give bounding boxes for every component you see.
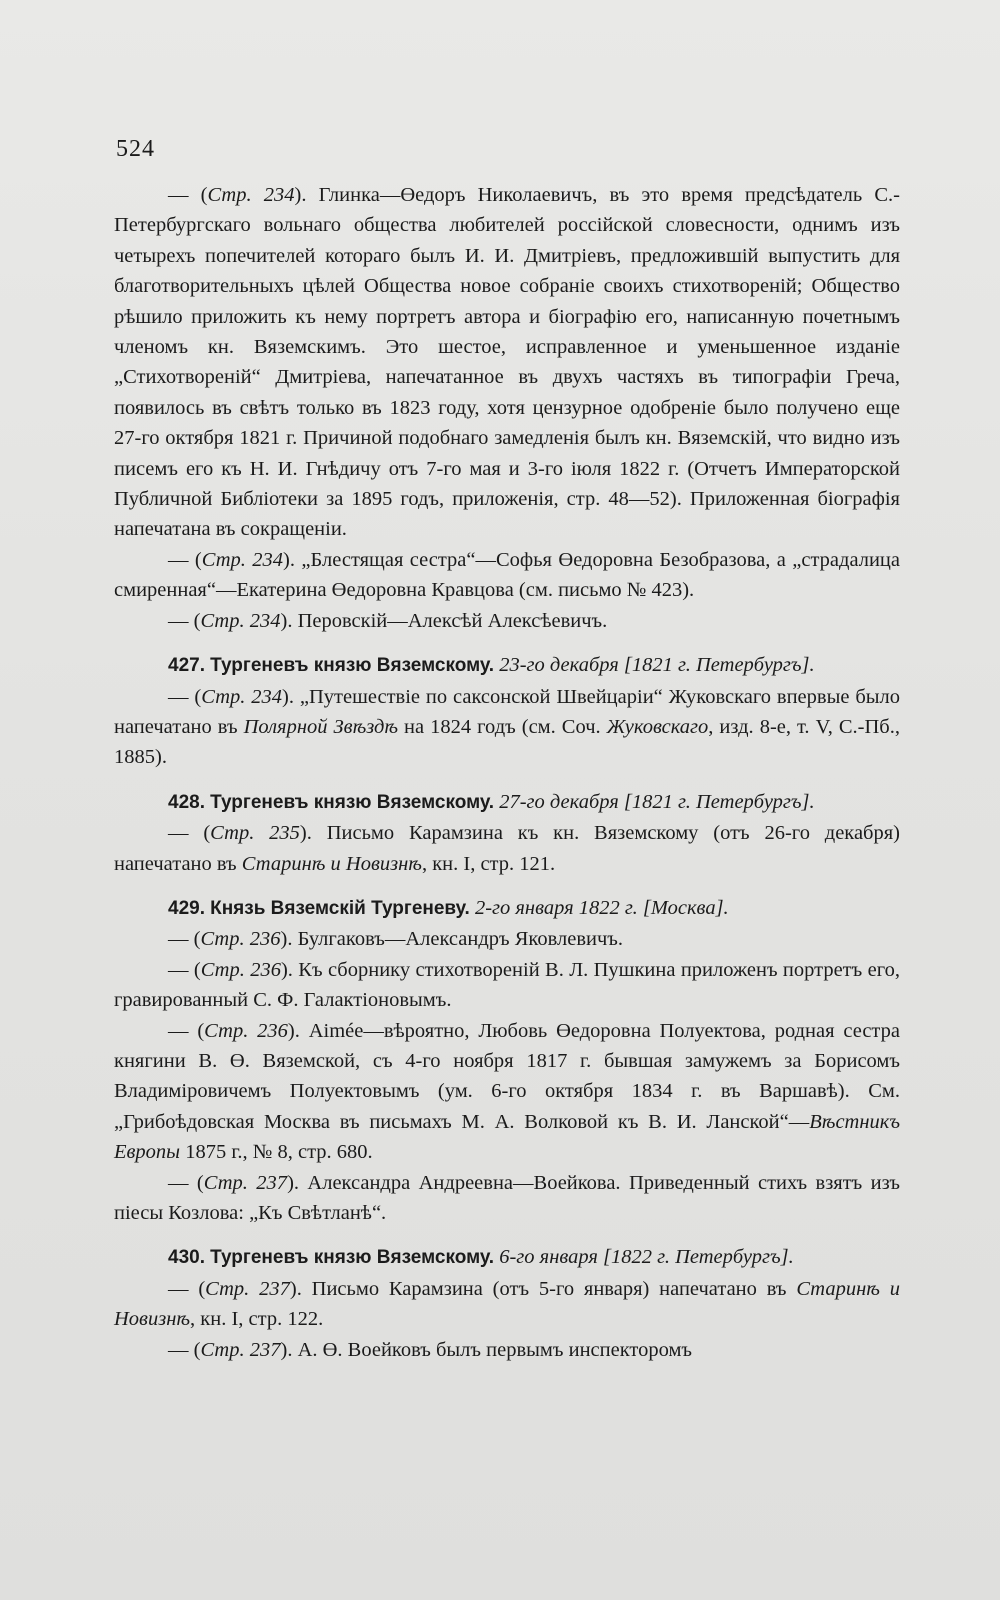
- page-reference: Стр. 236: [200, 928, 281, 951]
- note-title: Старинѣ и Новизнѣ: [114, 1277, 900, 1331]
- letter-correspondents: Князь Вяземскій Тургеневу.: [210, 897, 470, 919]
- letter-place: [1821 г. Петербургъ].: [623, 654, 815, 677]
- letter-correspondents: Тургеневъ князю Вяземскому.: [210, 791, 495, 813]
- letter-heading: [114, 650, 900, 681]
- page-reference: Стр. 237: [205, 1277, 290, 1300]
- letter-number: 427.: [168, 655, 205, 677]
- letter-date: 6-го января: [499, 1246, 598, 1269]
- note-title: Полярной Звѣздѣ: [243, 715, 399, 738]
- note-paragraph: — (Стр. 236). Aimée—вѣроятно, Любовь Өедоровна Полуектова, родная сестра княгини В. Ө. Вяземской, съ 4-го ноября 1817 г. бывшая замужемъ за Борисомъ Владиміровичемъ Полуектовымъ (ум. 6-го октября 1834 г. въ Варшавѣ). См. „Грибоѣдовская Москва въ письмахъ М. А. Волковой къ В. И. Ланской“—Вѣстникъ Европы 1875 г., № 8, стр. 680.: [114, 1019, 900, 1164]
- note-text: . Aimée—вѣроятно, Любовь Өедоровна Полуектова, родная сестра княгини В. Ө. Вяземской, съ 4-го ноября 1817 г. бывшая замужемъ за Борисомъ Владиміровичемъ Полуектовымъ (ум. 6-го октября 1834 г. въ Варшавѣ). См. „Грибоѣдовская Москва въ письмахъ М. А. Волковой къ В. И. Ланской“—: [114, 1019, 900, 1133]
- letter-place: [1822 г. Петербургъ].: [603, 1246, 794, 1269]
- note-paragraph: — (Стр. 236). Булгаковъ—Александръ Яковлевичъ.: [168, 928, 624, 951]
- letter-place: [Москва].: [642, 896, 729, 919]
- letter-place: [1821 г. Петербургъ].: [623, 790, 815, 813]
- letter-heading: [114, 1242, 900, 1273]
- note-text: . Письмо Карамзина къ кн. Вяземскому (отъ 26-го декабря) напечатано въ: [114, 822, 900, 875]
- note-paragraph: — (Стр. 237). А. Ө. Воейковъ былъ первымъ инспекторомъ: [168, 1338, 693, 1361]
- letter-date: 27-го декабря: [499, 790, 619, 813]
- note-title: Вѣстникъ Европы: [114, 1110, 900, 1164]
- page-body: [114, 180, 900, 1365]
- note-text: . „Блестящая сестра“—Софья Өедоровна Безобразова, а „страдалица смиренная“—Екатерина Өедоровна Кравцова (см. письмо № 423).: [114, 548, 900, 602]
- page-reference: Стр. 237: [200, 1338, 281, 1361]
- note-paragraph: — (Стр. 237). Александра Андреевна—Воейкова. Приведенный стихъ взятъ изъ піесы Козлова: „Къ Свѣтланѣ“.: [114, 1171, 901, 1224]
- note-text: , кн. I, стр. 122.: [190, 1308, 324, 1331]
- letter-number: 429.: [168, 897, 205, 919]
- letter-correspondents: Тургеневъ князю Вяземскому.: [210, 1247, 495, 1269]
- letter-heading: [114, 787, 900, 818]
- letter-heading: [114, 893, 900, 924]
- note-paragraph: — (Стр. 234). Глинка—Өедоръ Николаевичъ, въ это время предсѣдатель С.-Петербургскаго вольнаго общества любителей россійской словесности, однимъ изъ четырехъ попечителей котораго былъ И. И. Дмитріевъ, предложившій выпустить для благотворительныхъ цѣлей Общества новое собраніе своихъ стихотвореній; Общество рѣшило приложить къ нему портретъ автора и біографію его, написанную почетнымъ членомъ кн. Вяземскимъ. Это шестое, исправленное и уменьшенное изданіе „Стихотвореній“ Дмитріева, напечатанное въ двухъ частяхъ въ типографіи Греча, появилось въ свѣтъ только въ 1823 году, хотя цензурное одобреніе было получено еще 27-го октября 1821 г. Причиной подобнаго замедленія былъ кн. Вяземскій, что видно изъ писемъ его къ Н. И. Гнѣдичу отъ 7-го мая и 3-го іюля 1822 г. (Отчетъ Императорской Публичной Библіотеки за 1895 годъ, приложенія, стр. 48—52). Приложенная біографія напечатана въ сокращеніи.: [114, 184, 900, 541]
- page-number: 524: [116, 136, 155, 162]
- note-text: . Булгаковъ—Александръ Яковлевичъ.: [287, 928, 624, 951]
- page-reference: Стр. 234: [201, 685, 283, 708]
- note-title: Жуковскаго: [606, 715, 709, 738]
- note-title: Старинѣ и Новизнѣ: [241, 852, 422, 875]
- note-text: . Александра Андреевна—Воейкова. Приведенный стихъ взятъ изъ піесы Козлова: „Къ Свѣтланѣ“.: [114, 1171, 901, 1224]
- note-text: на 1824 годъ (см. Соч.: [398, 715, 607, 738]
- note-paragraph: — (Стр. 234). „Путешествіе по саксонской Швейцаріи“ Жуковскаго впервые было напечатано въ Полярной Звѣздѣ на 1824 годъ (см. Соч. Жуковскаго, изд. 8-е, т. V, С.-Пб., 1885).: [114, 685, 901, 769]
- note-text: . Письмо Карамзина (отъ 5-го января) напечатано въ: [296, 1277, 797, 1300]
- page-reference: Стр. 237: [203, 1171, 288, 1194]
- note-text: . А. Ө. Воейковъ былъ первымъ инспекторомъ: [287, 1338, 693, 1361]
- note-text: . Къ сборнику стихотвореній В. Л. Пушкина приложенъ портретъ его, гравированный С. Ф. Галактіоновымъ.: [114, 958, 900, 1012]
- note-paragraph: — (Стр. 236). Къ сборнику стихотвореній В. Л. Пушкина приложенъ портретъ его, гравированный С. Ф. Галактіоновымъ.: [114, 958, 900, 1012]
- note-paragraph: — (Стр. 234). Перовскій—Алексѣй Алексѣевичъ.: [168, 609, 608, 632]
- page-reference: Стр. 235: [210, 822, 300, 845]
- letter-date: 2-го января 1822 г.: [474, 896, 638, 919]
- page-reference: Стр. 236: [204, 1019, 288, 1042]
- page-reference: Стр. 234: [200, 609, 281, 632]
- note-text: 1875 г., № 8, стр. 680.: [180, 1141, 373, 1164]
- note-text: , кн. I, стр. 121.: [421, 852, 556, 875]
- note-text: . Глинка—Өедоръ Николаевичъ, въ это время предсѣдатель С.-Петербургскаго вольнаго общества любителей россійской словесности, однимъ изъ четырехъ попечителей котораго былъ И. И. Дмитріевъ, предложившій выпустить для благотворительныхъ цѣлей Общества новое собраніе своихъ стихотвореній; Общество рѣшило приложить къ нему портретъ автора и біографію его, написанную почетнымъ членомъ кн. Вяземскимъ. Это шестое, исправленное и уменьшенное изданіе „Стихотвореній“ Дмитріева, напечатанное въ двухъ частяхъ въ типографіи Греча, появилось въ свѣтъ только въ 1823 году, хотя цензурное одобреніе было получено еще 27-го октября 1821 г. Причиной подобнаго замедленія былъ кн. Вяземскій, что видно изъ писемъ его къ Н. И. Гнѣдичу отъ 7-го мая и 3-го іюля 1822 г. (Отчетъ Императорской Публичной Библіотеки за 1895 годъ, приложенія, стр. 48—52). Приложенная біографія напечатана въ сокращеніи.: [114, 184, 900, 541]
- letter-correspondents: Тургеневъ князю Вяземскому.: [210, 655, 495, 677]
- page-reference: Стр. 234: [207, 184, 295, 206]
- letter-number: 430.: [168, 1247, 205, 1269]
- letter-number: 428.: [168, 791, 205, 813]
- note-paragraph: — (Стр. 234). „Блестящая сестра“—Софья Өедоровна Безобразова, а „страдалица смиренная“—Екатерина Өедоровна Кравцова (см. письмо № 423).: [114, 548, 900, 602]
- letter-date: 23-го декабря: [499, 654, 619, 677]
- note-text: . „Путешествіе по саксонской Швейцаріи“ Жуковскаго впервые было напечатано въ: [114, 685, 901, 738]
- note-text: , изд. 8-е, т. V, С.-Пб., 1885).: [114, 715, 900, 769]
- note-paragraph: — (Стр. 237). Письмо Карамзина (отъ 5-го января) напечатано въ Старинѣ и Новизнѣ, кн. I, стр. 122.: [114, 1277, 900, 1331]
- page-reference: Стр. 236: [200, 958, 281, 981]
- note-text: . Перовскій—Алексѣй Алексѣевичъ.: [287, 609, 608, 632]
- page-reference: Стр. 234: [201, 548, 284, 571]
- note-paragraph: — (Стр. 235). Письмо Карамзина къ кн. Вяземскому (отъ 26-го декабря) напечатано въ Старинѣ и Новизнѣ, кн. I, стр. 121.: [114, 822, 900, 875]
